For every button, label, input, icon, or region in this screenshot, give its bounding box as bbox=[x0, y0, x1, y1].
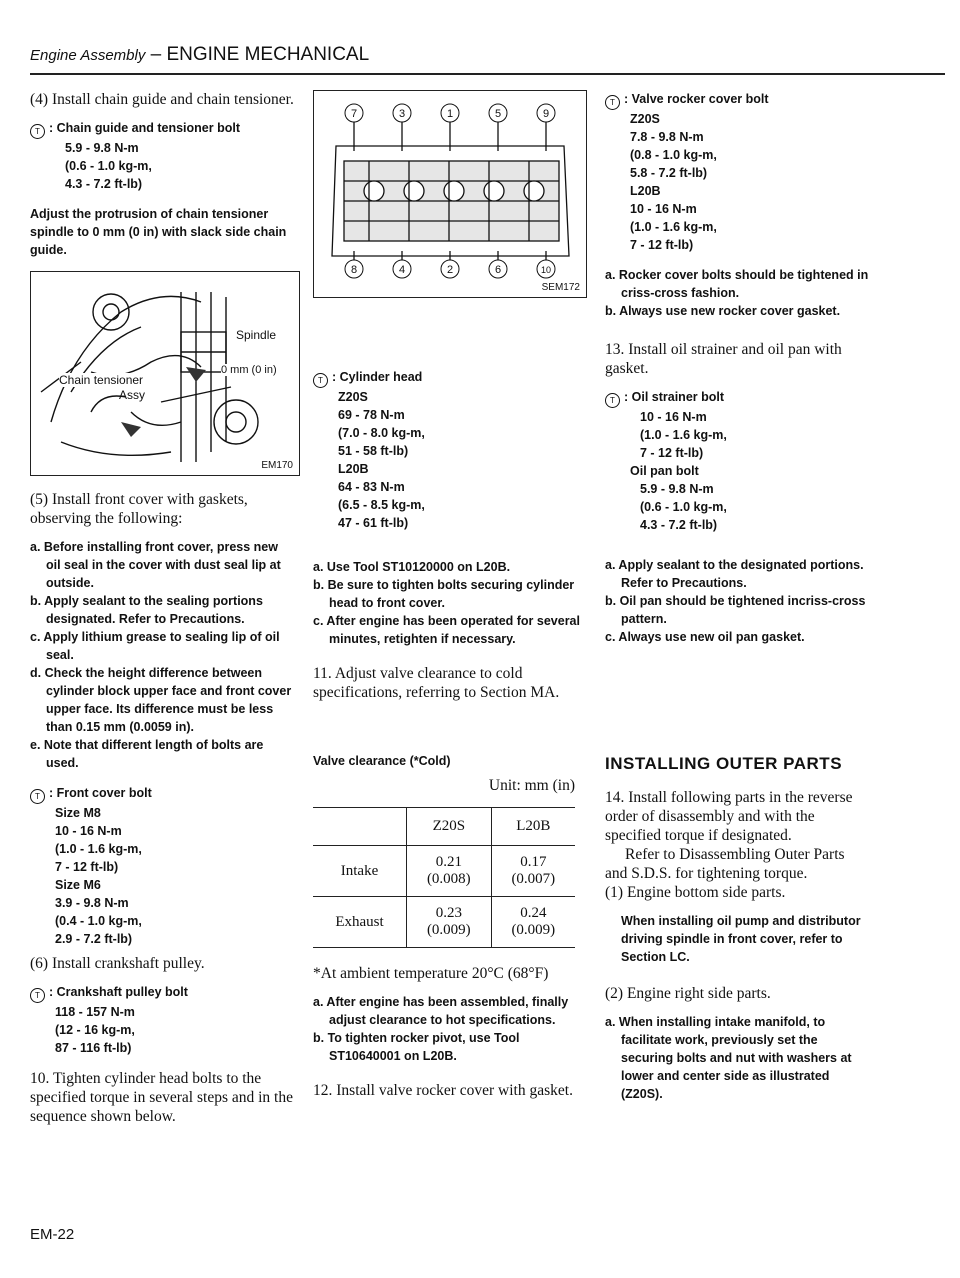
torque-value: 10 - 16 N-m bbox=[630, 202, 697, 216]
torque-value: (1.0 - 1.6 kg-m, bbox=[630, 220, 717, 234]
note-item: a. Use Tool ST10120000 on L20B. bbox=[313, 560, 511, 574]
torque-value: 2.9 - 7.2 ft-lb) bbox=[55, 932, 133, 946]
sequence-number: 8 bbox=[350, 264, 358, 276]
torque-wrench-icon: T bbox=[30, 124, 45, 139]
column-3 bbox=[605, 90, 870, 1115]
note-item: c. After engine has been operated for several minutes, retighten if necessary. bbox=[313, 614, 580, 646]
engine-model: L20B bbox=[630, 184, 661, 198]
assy-label: Assy bbox=[119, 388, 146, 402]
bolt-size: Size M6 bbox=[55, 878, 101, 892]
torque-value: 69 - 78 N-m bbox=[338, 408, 405, 422]
torque-value: 47 - 61 ft-lb) bbox=[338, 516, 409, 530]
header-title: ENGINE MECHANICAL bbox=[166, 44, 370, 65]
torque-value: 64 - 83 N-m bbox=[338, 480, 405, 494]
note-item: a. Apply sealant to the designated portions. Refer to Precautions. bbox=[605, 558, 864, 590]
bolt-size: Size M8 bbox=[55, 806, 101, 820]
torque-value: 118 - 157 N-m bbox=[55, 1005, 135, 1019]
section-title: INSTALLING OUTER PARTS bbox=[605, 754, 843, 773]
sequence-number: 2 bbox=[446, 264, 454, 276]
footnote: *At ambient temperature 20°C (68°F) bbox=[313, 965, 549, 982]
header-section: Engine Assembly bbox=[30, 47, 146, 64]
header-rule bbox=[30, 73, 945, 75]
engine-model: Z20S bbox=[338, 390, 368, 404]
table-row bbox=[313, 846, 575, 897]
torque-value: 87 - 116 ft-lb) bbox=[55, 1041, 132, 1055]
table-cell: Intake bbox=[313, 846, 407, 897]
sequence-number: 7 bbox=[350, 108, 358, 120]
table-header-row bbox=[313, 808, 575, 846]
step-10: 10. Tighten cylinder head bolts to the specified torque in several steps and in the sequence shown below. bbox=[30, 1070, 293, 1125]
torque-wrench-icon: T bbox=[30, 988, 45, 1003]
cell-value: (0.008) bbox=[426, 871, 471, 887]
note-item: e. Note that different length of bolts are used. bbox=[30, 738, 264, 770]
step-11: 11. Adjust valve clearance to cold specifications, referring to Section MA. bbox=[313, 665, 560, 701]
torque-label: Crankshaft pulley bolt bbox=[56, 985, 188, 999]
step-5: (5) Install front cover with gaskets, observing the following: bbox=[30, 491, 248, 527]
torque-value: 7 - 12 ft-lb) bbox=[640, 446, 704, 460]
spindle-label: Spindle bbox=[236, 328, 277, 342]
torque-front-cover: T : Front cover bolt Size M8 10 - 16 N-m (1.0 - 1.6 kg-m, 7 - 12 ft-lb) Size M6 3.9 - 9.8 N-m (0.4 - 1.0 kg-m, 2.9 - 7.2 ft-lb) bbox=[30, 784, 295, 948]
notes-step-5 bbox=[30, 538, 295, 772]
torque-label: Chain guide and tensioner bolt bbox=[56, 121, 240, 135]
torque-value: 5.9 - 9.8 N-m bbox=[640, 482, 714, 496]
torque-rocker-cover: T : Valve rocker cover bolt Z20S 7.8 - 9.8 N-m (0.8 - 1.0 kg-m, 5.8 - 7.2 ft-lb) L20B 10 - 16 N-m (1.0 - 1.6 kg-m, 7 - 12 ft-lb) bbox=[605, 90, 870, 254]
table-header-cell: Z20S bbox=[407, 808, 492, 846]
note-item: b. To tighten rocker pivot, use Tool ST10640001 on L20B. bbox=[313, 1031, 520, 1063]
step-14-2: (2) Engine right side parts. bbox=[605, 985, 771, 1002]
torque-value: (1.0 - 1.6 kg-m, bbox=[640, 428, 727, 442]
note-item: a. Before installing front cover, press new oil seal in the cover with dust seal lip at outside. bbox=[30, 540, 281, 590]
step-4: (4) Install chain guide and chain tensioner. bbox=[30, 91, 294, 108]
note-item: c. Always use new oil pan gasket. bbox=[605, 630, 805, 644]
step-12: 12. Install valve rocker cover with gasket. bbox=[313, 1082, 573, 1099]
step-14-1: (1) Engine bottom side parts. bbox=[605, 884, 786, 901]
torque-wrench-icon: T bbox=[313, 373, 328, 388]
cell-value: (0.009) bbox=[511, 922, 556, 938]
page-number: EM-22 bbox=[30, 1226, 75, 1243]
note-item: b. Always use new rocker cover gasket. bbox=[605, 304, 841, 318]
torque-value: (7.0 - 8.0 kg-m, bbox=[338, 426, 425, 440]
torque-label: Front cover bolt bbox=[56, 786, 152, 800]
note-item: a. After engine has been assembled, finally adjust clearance to hot specifications. bbox=[313, 995, 569, 1027]
unit-label: Unit: mm (in) bbox=[488, 777, 575, 794]
torque-value: 4.3 - 7.2 ft-lb) bbox=[640, 518, 718, 532]
torque-chain-guide: T : Chain guide and tensioner bolt 5.9 - 9.8 N-m (0.6 - 1.0 kg-m, 4.3 - 7.2 ft-lb) bbox=[30, 119, 295, 193]
torque-value: (0.4 - 1.0 kg-m, bbox=[55, 914, 142, 928]
torque-value: 10 - 16 N-m bbox=[640, 410, 707, 424]
torque-value: (0.6 - 1.0 kg-m, bbox=[65, 159, 152, 173]
figure-chain-tensioner bbox=[30, 271, 300, 476]
torque-value: (0.6 - 1.0 kg-m, bbox=[640, 500, 727, 514]
sequence-number: 4 bbox=[398, 264, 406, 276]
step-14: 14. Install following parts in the reverse order of disassembly and with the specified torque if designated. bbox=[605, 789, 853, 844]
sequence-number: 1 bbox=[446, 108, 454, 120]
table-header-cell: L20B bbox=[491, 808, 575, 846]
torque-value: (1.0 - 1.6 kg-m, bbox=[55, 842, 142, 856]
cell-value: 0.21 bbox=[435, 854, 462, 870]
torque-value: 7.8 - 9.8 N-m bbox=[630, 130, 704, 144]
zero-mm-label: 0 mm (0 in) bbox=[221, 364, 277, 376]
sequence-number: 9 bbox=[542, 108, 550, 120]
figure-code: SEM172 bbox=[541, 282, 580, 293]
torque-crankshaft-pulley: T : Crankshaft pulley bolt 118 - 157 N-m (12 - 16 kg-m, 87 - 116 ft-lb) bbox=[30, 983, 295, 1057]
page-header bbox=[30, 44, 369, 66]
note-adjust-protrusion: Adjust the protrusion of chain tensioner spindle to 0 mm (0 in) with slack side chain guide. bbox=[30, 207, 287, 257]
notes-step-13 bbox=[605, 556, 870, 646]
figure-code: EM170 bbox=[261, 460, 293, 471]
torque-wrench-icon: T bbox=[30, 789, 45, 804]
table-cell bbox=[491, 846, 575, 897]
table-cell bbox=[407, 897, 492, 948]
note-oil-pump: When installing oil pump and distributor driving spindle in front cover, refer to Section LC. bbox=[621, 914, 861, 964]
header-dash: – bbox=[145, 44, 167, 65]
torque-value: (12 - 16 kg-m, bbox=[55, 1023, 135, 1037]
torque-value: (6.5 - 8.5 kg-m, bbox=[338, 498, 425, 512]
table-row bbox=[313, 897, 575, 948]
cell-value: (0.009) bbox=[426, 922, 471, 938]
torque-oil-strainer: T : Oil strainer bolt 10 - 16 N-m (1.0 - 1.6 kg-m, 7 - 12 ft-lb) Oil pan bolt 5.9 - 9.8 N-m (0.6 - 1.0 kg-m, 4.3 - 7.2 ft-lb) bbox=[605, 388, 870, 534]
torque-label: Oil strainer bolt bbox=[631, 390, 725, 404]
torque-value: (0.8 - 1.0 kg-m, bbox=[630, 148, 717, 162]
torque-value: 5.9 - 9.8 N-m bbox=[65, 141, 139, 155]
column-1 bbox=[30, 90, 295, 1136]
torque-value: 10 - 16 N-m bbox=[55, 824, 122, 838]
note-item: d. Check the height difference between cylinder block upper face and front cover upper face. Its difference must be less than 0.15 mm (0.0059 in). bbox=[30, 666, 292, 734]
valve-clearance-table bbox=[313, 807, 575, 948]
note-item: c. Apply lithium grease to sealing lip of oil seal. bbox=[30, 630, 280, 662]
sequence-number: 3 bbox=[398, 108, 406, 120]
torque-wrench-icon: T bbox=[605, 393, 620, 408]
table-cell: Exhaust bbox=[313, 897, 407, 948]
cell-value: 0.23 bbox=[435, 905, 462, 921]
torque-value: 51 - 58 ft-lb) bbox=[338, 444, 409, 458]
torque-cylinder-head: T : Cylinder head Z20S 69 - 78 N-m (7.0 - 8.0 kg-m, 51 - 58 ft-lb) L20B 64 - 83 N-m (6.5 - 8.5 kg-m, 47 - 61 ft-lb) bbox=[313, 368, 585, 532]
cell-value: 0.17 bbox=[520, 854, 547, 870]
engine-model: L20B bbox=[338, 462, 369, 476]
notes-step-12 bbox=[605, 266, 870, 320]
note-item: b. Apply sealant to the sealing portions designated. Refer to Precautions. bbox=[30, 594, 263, 626]
torque-label: Cylinder head bbox=[339, 370, 423, 384]
torque-value: 4.3 - 7.2 ft-lb) bbox=[65, 177, 143, 191]
note-item: b. Be sure to tighten bolts securing cylinder head to front cover. bbox=[313, 578, 575, 610]
table-cell bbox=[407, 846, 492, 897]
step-14-reference: Refer to Disassembling Outer Parts and S.D.S. for tightening torque. bbox=[605, 846, 845, 882]
valve-clearance-title: Valve clearance (*Cold) bbox=[313, 754, 451, 768]
cell-value: 0.24 bbox=[520, 905, 547, 921]
torque-label: Valve rocker cover bolt bbox=[631, 92, 769, 106]
bolt-sequence-illustration bbox=[314, 91, 586, 297]
step-13: 13. Install oil strainer and oil pan with gasket. bbox=[605, 341, 842, 377]
sequence-number: 6 bbox=[494, 264, 502, 276]
column-2 bbox=[313, 90, 585, 1110]
note-item: a. When installing intake manifold, to facilitate work, previously set the securing bolts and nut with washers at lower and center side as illustrated (Z20S). bbox=[605, 1015, 852, 1101]
cell-value: (0.007) bbox=[511, 871, 556, 887]
chain-tensioner-label: Chain tensioner bbox=[59, 373, 144, 387]
torque-value: 5.8 - 7.2 ft-lb) bbox=[630, 166, 708, 180]
table-cell bbox=[491, 897, 575, 948]
table-header-cell bbox=[313, 808, 407, 846]
torque-label: Oil pan bolt bbox=[630, 464, 699, 478]
torque-value: 7 - 12 ft-lb) bbox=[630, 238, 694, 252]
note-item: b. Oil pan should be tightened incriss-cross pattern. bbox=[605, 594, 866, 626]
torque-value: 7 - 12 ft-lb) bbox=[55, 860, 119, 874]
notes-step-11 bbox=[313, 993, 585, 1065]
step-6: (6) Install crankshaft pulley. bbox=[30, 955, 205, 972]
note-item: a. Rocker cover bolts should be tightened in criss-cross fashion. bbox=[605, 268, 869, 300]
note-intake-manifold bbox=[605, 1013, 870, 1103]
figure-cylinder-head-sequence bbox=[313, 90, 587, 298]
notes-step-10 bbox=[313, 558, 585, 648]
torque-value: 3.9 - 9.8 N-m bbox=[55, 896, 129, 910]
torque-wrench-icon: T bbox=[605, 95, 620, 110]
sequence-number: 5 bbox=[494, 108, 502, 120]
engine-model: Z20S bbox=[630, 112, 660, 126]
sequence-number: 10 bbox=[540, 265, 552, 275]
